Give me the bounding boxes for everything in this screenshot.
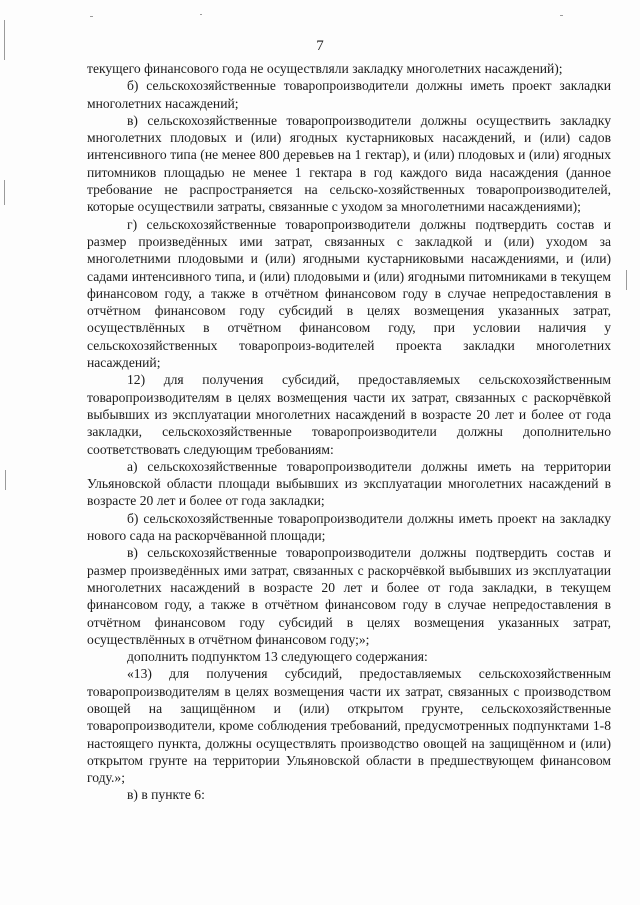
scan-artifact: [4, 180, 5, 205]
paragraph: г) сельскохозяйственные товаропроизводители должны подтвердить состав и размер произведённых ими затрат, связанных с закладкой и (или) уходом за многолетними плодовыми и (или) ягодными кустарниковыми насаждениями, и (или) садами интенсивного типа, и (или) плодовыми и (или) ягодными питомниками в текущем финансовом году, а также в отчётном финансовом году в случае непредоставления в отчётном финансовом году субсидий в целях возмещения указанных затрат, осуществлённых в отчётном финансовом году, при условии наличия у сельскохозяйственных товаропроиз-водителей проекта закладки многолетних насаждений;: [87, 216, 611, 371]
paragraph: текущего финансового года не осуществляли закладку многолетних насаждений);: [87, 61, 563, 76]
paragraph: 12) для получения субсидий, предоставляемых сельскохозяйственным товаропроизводителям в целях возмещения части их затрат, связанных с раскорчёвкой выбывших из эксплуатации многолетних насаждений в возрасте 20 лет и более от года закладки, сельскохозяйственные товаропроизводители должны дополнительно соответствовать следующим требованиям:: [87, 372, 611, 457]
paragraph: а) сельскохозяйственные товаропроизводители должны иметь на территории Ульяновской области площади выбывших из эксплуатации многолетних насаждений в возрасте 20 лет и более от года закладки;: [87, 458, 611, 509]
paragraph: в) в пункте 6:: [127, 787, 205, 803]
scan-artifact: [90, 16, 93, 17]
scan-artifact: [560, 15, 563, 16]
paragraph: «13) для получения субсидий, предоставляемых сельскохозяйственным товаропроизводителям в целях возмещения части их затрат, связанных с производством овощей на защищённом и (или) открытом грунте, сельскохозяйственные товаропроизводители, кроме соблюдения требований, предусмотренных подпунктами 1-8 настоящего пункта, должны осуществлять производство овощей на защищённом и (или) открытом грунте на территории Ульяновской области в предшествующем финансовом году.»;: [87, 666, 611, 786]
paragraph: б) сельскохозяйственные товаропроизводители должны иметь проект закладки многолетних насаждений;: [87, 78, 611, 111]
paragraph: в) сельскохозяйственные товаропроизводители должны осуществить закладку многолетних плодовых и (или) ягодных кустарниковых насаждений, и (или) садов интенсивного типа (не менее 800 деревьев на 1 гектар), и (или) плодовых и (или) ягодных питомников площадью не менее 1 гектара в год каждого вида насаждения (данное требование не распространяется на сельско-хозяйственных товаропроизводителей, которые осуществили затраты, связанные с уходом за многолетними насаждениями);: [87, 112, 611, 215]
scan-artifact: [200, 14, 202, 15]
paragraph: б) сельскохозяйственные товаропроизводители должны иметь проект на закладку нового сада на раскорчёванной площади;: [87, 510, 611, 544]
paragraph: в) сельскохозяйственные товаропроизводители должны подтвердить состав и размер произведённых ими затрат, связанных с раскорчёвкой выбывших из эксплуатации многолетних насаждений в возрасте 20 лет и более от года закладки, в текущем финансовом году, а также в отчётном финансовом году в случае непредоставления в отчётном финансовом году субсидий в целях возмещения указанных затрат, осуществлённых в отчётном финансовом году;»;: [87, 545, 611, 647]
scan-artifact: [5, 470, 6, 490]
body-text: [87, 60, 611, 804]
paragraph: дополнить подпунктом 13 следующего содержания:: [127, 649, 428, 665]
scan-artifact: [626, 270, 627, 290]
page-number: 7: [316, 38, 324, 54]
